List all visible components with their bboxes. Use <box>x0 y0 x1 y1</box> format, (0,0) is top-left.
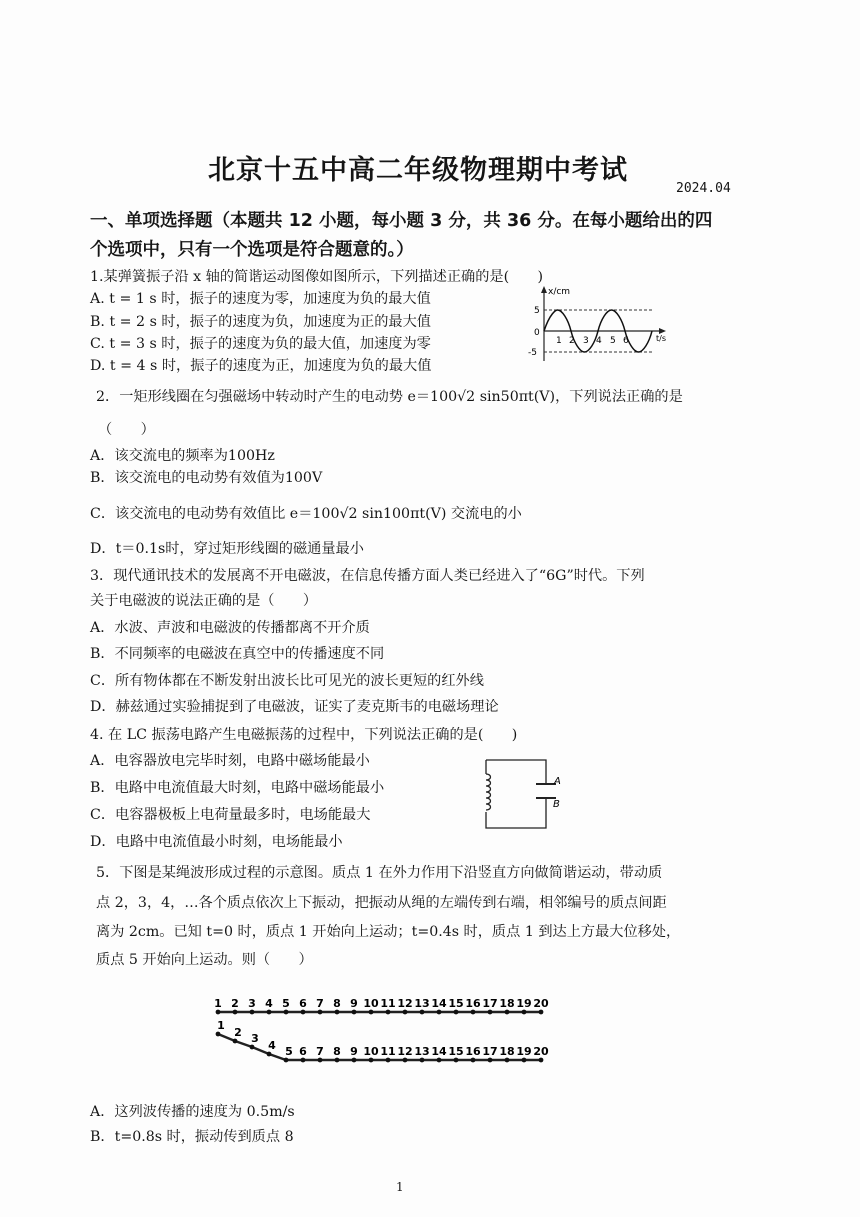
graph-ytick-0: 0 <box>534 328 540 338</box>
q4-option-d[interactable]: D．电路中电流值最小时刻，电场能最小 <box>90 834 343 850</box>
rope-particle <box>318 1058 323 1063</box>
graph-xtick-3: 3 <box>583 336 589 346</box>
rope-particle <box>471 1010 476 1015</box>
rope-particle <box>420 1010 425 1015</box>
q5-stem-line1: 5．下图是某绳波形成过程的示意图。质点 1 在外力作用下沿竖直方向做简谐运动，带动质 <box>96 865 663 881</box>
particle-label: 11 <box>380 997 396 1010</box>
q1-shm-graph <box>526 283 676 369</box>
rope-particle <box>420 1058 425 1063</box>
graph-xtick-2: 2 <box>569 336 575 346</box>
q5-option-b[interactable]: B．t=0.8s 时，振动传到质点 8 <box>90 1129 294 1145</box>
particle-label: 18 <box>499 1045 515 1058</box>
rope-particle <box>488 1058 493 1063</box>
graph-y-arrow <box>541 286 547 293</box>
rope-particle <box>505 1058 510 1063</box>
rope-particle <box>539 1058 544 1063</box>
graph-xtick-4: 4 <box>596 336 602 346</box>
rope-particle <box>301 1010 306 1015</box>
particle-label: 16 <box>465 1045 481 1058</box>
particle-label: 11 <box>380 1045 396 1058</box>
particle-label: 7 <box>316 997 324 1010</box>
particle-label: 14 <box>431 1045 447 1058</box>
q2-option-b[interactable]: B．该交流电的电动势有效值为100V <box>90 470 323 486</box>
particle-label: 12 <box>397 1045 413 1058</box>
rope-particle <box>233 1039 238 1044</box>
particle-label: 10 <box>363 1045 379 1058</box>
particle-label: 5 <box>285 1045 293 1058</box>
particle-label: 13 <box>414 1045 430 1058</box>
rope-particle <box>437 1010 442 1015</box>
rope-particle <box>403 1058 408 1063</box>
rope-particle <box>318 1010 323 1015</box>
particle-label: 20 <box>533 1045 549 1058</box>
rope-particle <box>369 1010 374 1015</box>
rope-particle <box>335 1058 340 1063</box>
capacitor-label-b: B <box>553 799 560 810</box>
rope-particle <box>352 1010 357 1015</box>
particle-label: 2 <box>231 997 239 1010</box>
q1-option-a[interactable]: A. t = 1 s 时，振子的速度为零，加速度为负的最大值 <box>90 291 431 307</box>
particle-label: 17 <box>482 1045 498 1058</box>
q5-stem-line3: 离为 2cm。已知 t=0 时，质点 1 开始向上运动；t=0.4s 时，质点 1 到达上方最大位移处， <box>96 924 681 940</box>
graph-xtick-5: 5 <box>610 336 616 346</box>
rope-particle <box>352 1058 357 1063</box>
q1-option-c[interactable]: C. t = 3 s 时，振子的速度为负的最大值，加速度为零 <box>90 336 431 352</box>
q5-stem-line2: 点 2，3，4，…各个质点依次上下振动，把振动从绳的左端传到右端，相邻编号的质点间距 <box>96 895 667 911</box>
particle-label: 15 <box>448 1045 464 1058</box>
rope-particle <box>301 1058 306 1063</box>
particle-label: 17 <box>482 997 498 1010</box>
rope-particle <box>505 1010 510 1015</box>
graph-xtick-1: 1 <box>556 336 562 346</box>
rope-particle <box>454 1058 459 1063</box>
graph-ytick-5: 5 <box>534 306 540 316</box>
capacitor-label-a: A <box>554 776 561 787</box>
circuit-top-wire <box>486 760 546 784</box>
particle-label: 3 <box>248 997 256 1010</box>
q5-option-a[interactable]: A．这列波传播的速度为 0.5m/s <box>90 1104 295 1120</box>
q4-option-b[interactable]: B．电路中电流值最大时刻，电路中磁场能最小 <box>90 780 385 796</box>
q2-option-a[interactable]: A．该交流电的频率为100Hz <box>90 448 275 464</box>
rope-particle <box>488 1010 493 1015</box>
q1-option-d[interactable]: D. t = 4 s 时，振子的速度为正，加速度为负的最大值 <box>90 358 432 374</box>
exam-date: 2024.04 <box>676 181 731 196</box>
particle-label: 19 <box>516 997 532 1010</box>
rope-particle <box>539 1010 544 1015</box>
rope-particle <box>233 1010 238 1015</box>
q2-option-c[interactable]: C．该交流电的电动势有效值比 e＝100√2 sin100πt(V) 交流电的小 <box>90 506 522 522</box>
particle-label: 6 <box>299 997 307 1010</box>
rope-particle <box>335 1010 340 1015</box>
particle-label: 1 <box>214 997 222 1010</box>
particle-label: 4 <box>265 997 273 1010</box>
q1-option-b[interactable]: B. t = 2 s 时，振子的速度为负，加速度为正的最大值 <box>90 314 431 330</box>
rope-particle <box>386 1058 391 1063</box>
q3-option-b[interactable]: B．不同频率的电磁波在真空中的传播速度不同 <box>90 646 385 662</box>
rope-particle <box>403 1010 408 1015</box>
rope-particle <box>284 1058 289 1063</box>
rope-particle <box>284 1010 289 1015</box>
rope-particle <box>522 1058 527 1063</box>
particle-label: 5 <box>282 997 290 1010</box>
particle-label: 4 <box>268 1039 276 1052</box>
rope-particle <box>437 1058 442 1063</box>
particle-label: 12 <box>397 997 413 1010</box>
circuit-bottom-wire <box>486 798 546 828</box>
particle-label: 13 <box>414 997 430 1010</box>
exam-title: 北京十五中高二年级物理期中考试 <box>208 155 628 186</box>
particle-label: 20 <box>533 997 549 1010</box>
section-heading-line1: 一、单项选择题（本题共 12 小题，每小题 3 分，共 36 分。在每小题给出的四 <box>90 211 713 231</box>
q2-option-d[interactable]: D．t＝0.1s时，穿过矩形线圈的磁通量最小 <box>90 541 364 557</box>
particle-label: 1 <box>217 1019 225 1032</box>
rope-particle <box>267 1052 272 1057</box>
q3-option-d[interactable]: D．赫兹通过实验捕捉到了电磁波，证实了麦克斯韦的电磁场理论 <box>90 699 499 715</box>
particle-label: 14 <box>431 997 447 1010</box>
q4-option-a[interactable]: A．电容器放电完毕时刻，电路中磁场能最小 <box>90 753 370 769</box>
q3-option-c[interactable]: C．所有物体都在不断发射出波长比可见光的波长更短的红外线 <box>90 673 484 689</box>
rope-particle <box>454 1010 459 1015</box>
q3-stem-line2: 关于电磁波的说法正确的是（ ） <box>90 593 318 609</box>
particle-label: 9 <box>350 997 358 1010</box>
graph-ytick-neg5: -5 <box>528 348 537 358</box>
inductor-coil <box>486 774 491 810</box>
graph-ylabel: x/cm <box>548 287 571 297</box>
q5-stem-line4: 质点 5 开始向上运动。则（ ） <box>96 952 313 968</box>
rope-particle <box>522 1010 527 1015</box>
q3-stem-line1: 3．现代通讯技术的发展离不开电磁波，在信息传播方面人类已经进入了“6G”时代。下列 <box>90 568 645 584</box>
q1-stem: 1.某弹簧振子沿 x 轴的简谐运动图像如图所示，下列描述正确的是( ) <box>90 269 544 285</box>
q2-paren: （ ） <box>98 422 155 438</box>
particle-label: 18 <box>499 997 515 1010</box>
particle-label: 8 <box>333 1045 341 1058</box>
particle-label: 8 <box>333 997 341 1010</box>
rope-particle <box>216 1032 221 1037</box>
q3-option-a[interactable]: A．水波、声波和电磁波的传播都离不开介质 <box>90 620 370 636</box>
q4-option-c[interactable]: C．电容器极板上电荷量最多时，电场能最大 <box>90 807 371 823</box>
q5-rope-wave-diagram <box>206 990 576 1070</box>
section-heading-line2: 个选项中，只有一个选项是符合题意的。） <box>90 240 414 260</box>
particle-label: 16 <box>465 997 481 1010</box>
graph-xtick-6: 6 <box>623 336 629 346</box>
q4-lc-circuit <box>474 754 574 834</box>
particle-label: 7 <box>316 1045 324 1058</box>
q4-stem: 4. 在 LC 振荡电路产生电磁振荡的过程中，下列说法正确的是( ) <box>90 727 518 743</box>
q2-stem: 2．一矩形线圈在匀强磁场中转动时产生的电动势 e＝100√2 sin50πt(V)，下列说法正确的是 <box>96 389 683 405</box>
rope-particle <box>216 1010 221 1015</box>
rope-particle <box>250 1010 255 1015</box>
page-number: 1 <box>396 1180 404 1194</box>
rope-particle <box>250 1045 255 1050</box>
rope-row-2 <box>216 1019 549 1062</box>
rope-particle <box>471 1058 476 1063</box>
particle-label: 10 <box>363 997 379 1010</box>
particle-label: 9 <box>350 1045 358 1058</box>
rope-row-1 <box>214 997 549 1014</box>
particle-label: 3 <box>251 1032 259 1045</box>
rope-particle <box>386 1010 391 1015</box>
particle-label: 2 <box>234 1026 242 1039</box>
rope-particle <box>267 1010 272 1015</box>
rope-particle <box>369 1058 374 1063</box>
particle-label: 15 <box>448 997 464 1010</box>
graph-xlabel: t/s <box>656 334 666 343</box>
particle-label: 6 <box>299 1045 307 1058</box>
particle-label: 19 <box>516 1045 532 1058</box>
